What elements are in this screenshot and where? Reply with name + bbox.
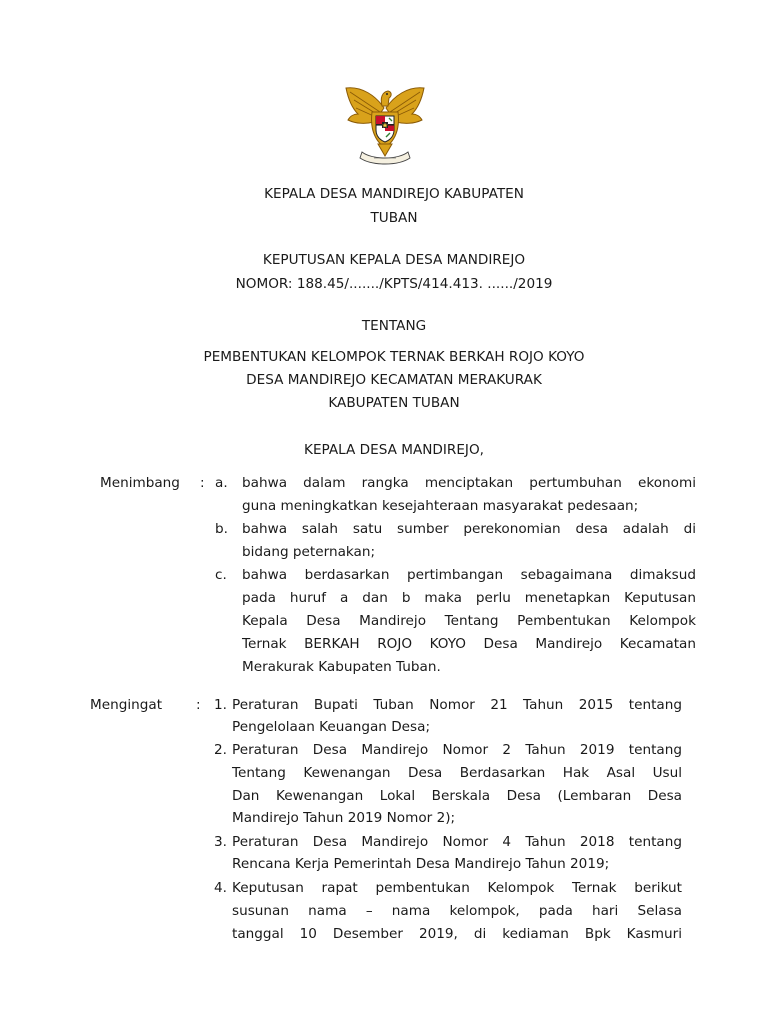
mengingat-2-line-2: Tentang Kewenangan Desa Berdasarkan Hak Asal Usul bbox=[232, 765, 682, 781]
mengingat-1-line-1: Peraturan Bupati Tuban Nomor 21 Tahun 2015 tentang bbox=[232, 697, 682, 713]
header-line-1: KEPALA DESA MANDIREJO KABUPATEN bbox=[264, 186, 524, 202]
mengingat-4-line-2: susunan nama – nama kelompok, pada hari Selasa bbox=[232, 903, 682, 919]
menimbang-a-line-2: guna meningkatkan kesejahteraan masyarakat pedesaan; bbox=[242, 498, 639, 514]
mengingat-marker-4: 4. bbox=[214, 880, 227, 896]
decree-title: KEPUTUSAN KEPALA DESA MANDIREJO bbox=[262, 252, 526, 268]
mengingat-marker-2: 2. bbox=[214, 742, 227, 758]
mengingat-label: Mengingat bbox=[90, 697, 163, 713]
mengingat-1-line-2: Pengelolaan Keuangan Desa; bbox=[232, 719, 431, 735]
mengingat-3-line-2: Rencana Kerja Pemerintah Desa Mandirejo Tahun 2019; bbox=[232, 856, 610, 872]
mengingat-4-line-1: Keputusan rapat pembentukan Kelompok Ternak berikut bbox=[232, 880, 682, 896]
subject-line-3: KABUPATEN TUBAN bbox=[328, 395, 460, 411]
menimbang-marker-b: b. bbox=[215, 521, 228, 537]
mengingat-2-line-3: Dan Kewenangan Lokal Berskala Desa (Lembaran Desa bbox=[232, 788, 682, 804]
mengingat-2-line-4: Mandirejo Tahun 2019 Nomor 2); bbox=[232, 810, 456, 826]
mengingat-marker-1: 1. bbox=[214, 697, 227, 713]
menimbang-colon: : bbox=[200, 475, 205, 491]
mengingat-colon: : bbox=[196, 697, 201, 713]
menimbang-a-line-1: bahwa dalam rangka menciptakan pertumbuhan ekonomi bbox=[242, 475, 696, 491]
menimbang-c-line-1: bahwa berdasarkan pertimbangan sebagaimana dimaksud bbox=[242, 567, 696, 583]
menimbang-marker-a: a. bbox=[215, 475, 228, 491]
menimbang-marker-c: c. bbox=[215, 567, 227, 583]
mengingat-marker-3: 3. bbox=[214, 834, 227, 850]
subject-line-1: PEMBENTUKAN KELOMPOK TERNAK BERKAH ROJO KOYO bbox=[203, 349, 585, 365]
menimbang-b-line-2: bidang peternakan; bbox=[242, 544, 376, 560]
menimbang-c-line-5: Merakurak Kabupaten Tuban. bbox=[242, 659, 441, 675]
mengingat-3-line-1: Peraturan Desa Mandirejo Nomor 4 Tahun 2018 tentang bbox=[232, 834, 682, 850]
header-line-2: TUBAN bbox=[370, 210, 418, 226]
menimbang-label: Menimbang bbox=[100, 475, 180, 491]
tentang-heading: TENTANG bbox=[361, 318, 427, 334]
menimbang-b-line-1: bahwa salah satu sumber perekonomian desa adalah di bbox=[242, 521, 696, 537]
menimbang-c-line-2: pada huruf a dan b maka perlu menetapkan Keputusan bbox=[242, 590, 696, 606]
menimbang-c-line-3: Kepala Desa Mandirejo Tentang Pembentukan Kelompok bbox=[242, 613, 696, 629]
mengingat-2-line-1: Peraturan Desa Mandirejo Nomor 2 Tahun 2019 tentang bbox=[232, 742, 682, 758]
mengingat-4-line-3: tanggal 10 Desember 2019, di kediaman Bpk Kasmuri bbox=[232, 926, 682, 942]
authority-heading: KEPALA DESA MANDIREJO, bbox=[304, 442, 484, 458]
menimbang-c-line-4: Ternak BERKAH ROJO KOYO Desa Mandirejo Kecamatan bbox=[242, 636, 696, 652]
decree-number: NOMOR: 188.45/......./KPTS/414.413. ....../2019 bbox=[235, 276, 553, 292]
subject-line-2: DESA MANDIREJO KECAMATAN MERAKURAK bbox=[246, 372, 542, 388]
garuda-emblem-icon bbox=[340, 78, 430, 168]
